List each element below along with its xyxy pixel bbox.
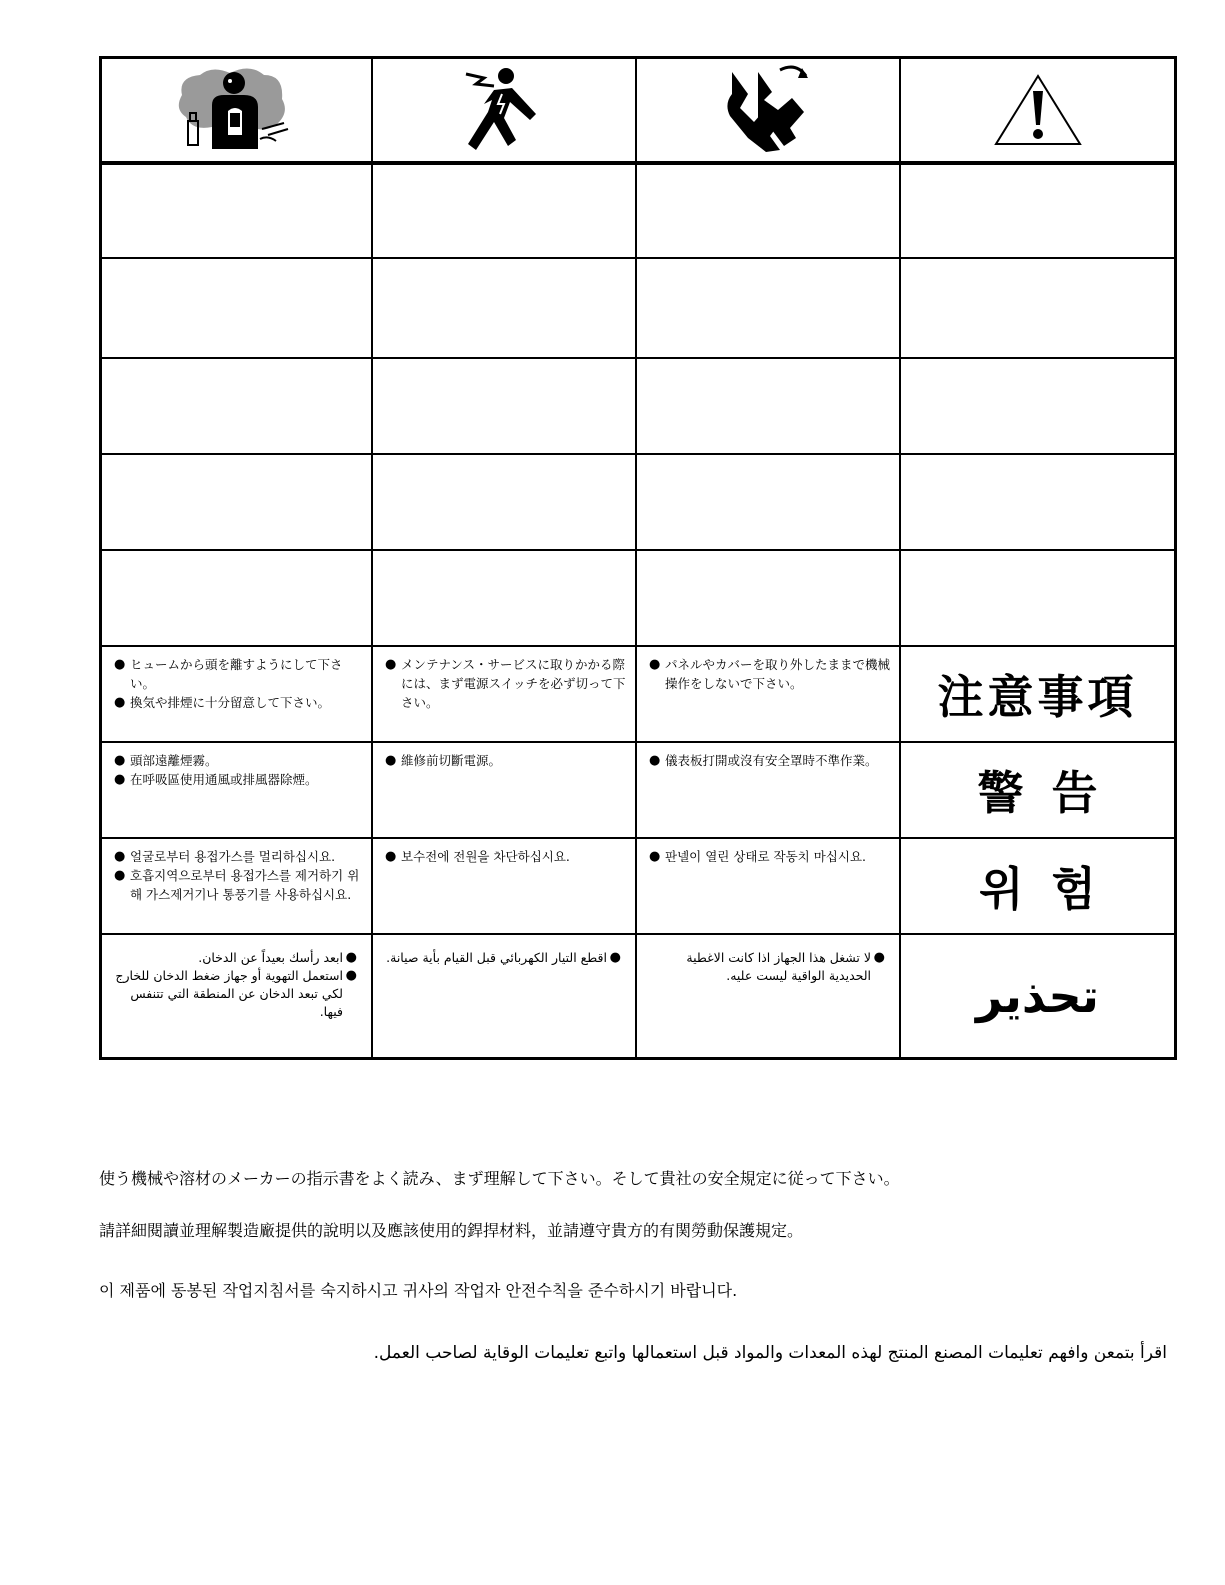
electric-warning-arabic: ● اقطع التيار الكهربائي قبل القيام بأية صيانة. (373, 935, 637, 1057)
fumes-warning-arabic: ● ابعد رأسك بعيداً عن الدخان. ● استعمل التهوية أو جهاز ضغط الدخان للخارج لكي تبعد الدخان عن المنطقة التي تتنفس فيها. (102, 935, 373, 1057)
blank-row (102, 359, 1174, 455)
warning-exclamation-icon (901, 59, 1174, 161)
japanese-row (102, 647, 1174, 743)
parts-warning-chinese: ● 儀表板打開或沒有安全罩時不準作業。 (637, 743, 901, 837)
arabic-row (102, 935, 1174, 1057)
blank-row (102, 455, 1174, 551)
electric-warning-japanese: ● メンテナンス・サービスに取りかかる際には、まず電源スイッチを必ず切って下さい。 (373, 647, 637, 741)
parts-warning-korean: ● 판넬이 열린 상태로 작동치 마십시요. (637, 839, 901, 933)
moving-parts-hand-icon (637, 59, 901, 161)
fumes-warning-japanese: ● ヒュームから頭を離すようにして下さい。 ● 換気や排煙に十分留意して下さい。 (102, 647, 373, 741)
electric-warning-chinese: ● 維修前切斷電源。 (373, 743, 637, 837)
fume-inhalation-icon (102, 59, 373, 161)
fumes-warning-chinese: ● 頭部遠離煙霧。 ● 在呼吸區使用通風或排風器除煙。 (102, 743, 373, 837)
safety-warning-table (99, 56, 1177, 1060)
footer-japanese: 使う機械や溶材のメーカーの指示書をよく読み、まず理解して下さい。そして貴社の安全規定に従って下さい。 (99, 1169, 900, 1188)
title-arabic: تحذير (976, 969, 1099, 1023)
electric-shock-icon (373, 59, 637, 161)
title-chinese: 警告 (977, 766, 1126, 820)
blank-row (102, 551, 1174, 647)
icon-row (102, 59, 1174, 165)
electric-warning-korean: ● 보수전에 전원을 차단하십시요. (373, 839, 637, 933)
parts-warning-japanese: ● パネルやカバーを取り外したままで機械操作をしないで下さい。 (637, 647, 901, 741)
korean-row (102, 839, 1174, 935)
fumes-warning-korean: ● 얼굴로부터 용접가스를 멀리하십시요. ● 호흡지역으로부터 용접가스를 제거하기 위해 가스제거기나 통풍기를 사용하십시요. (102, 839, 373, 933)
parts-warning-arabic: ● لا تشغل هذا الجهاز اذا كانت الاغطية الحديدية الواقية ليست عليه. (637, 935, 901, 1057)
blank-row (102, 259, 1174, 359)
chinese-row (102, 743, 1174, 839)
footer-korean: 이 제품에 동봉된 작업지침서를 숙지하시고 귀사의 작업자 안전수칙을 준수하시기 바랍니다. (99, 1281, 738, 1300)
title-japanese: 注意事項 (937, 670, 1138, 724)
blank-row (102, 165, 1174, 259)
footer-arabic: اقرأ بتمعن وافهم تعليمات المصنع المنتج لهذه المعدات والمواد قبل استعمالها واتبع تعليمات الوقاية لصاحب العمل. (373, 1343, 1167, 1363)
title-korean: 위험 (979, 862, 1124, 916)
footer-chinese: 請詳細閱讀並理解製造廠提供的說明以及應該使用的銲捍材料，並請遵守貴方的有関勞動保護規定。 (99, 1221, 804, 1240)
